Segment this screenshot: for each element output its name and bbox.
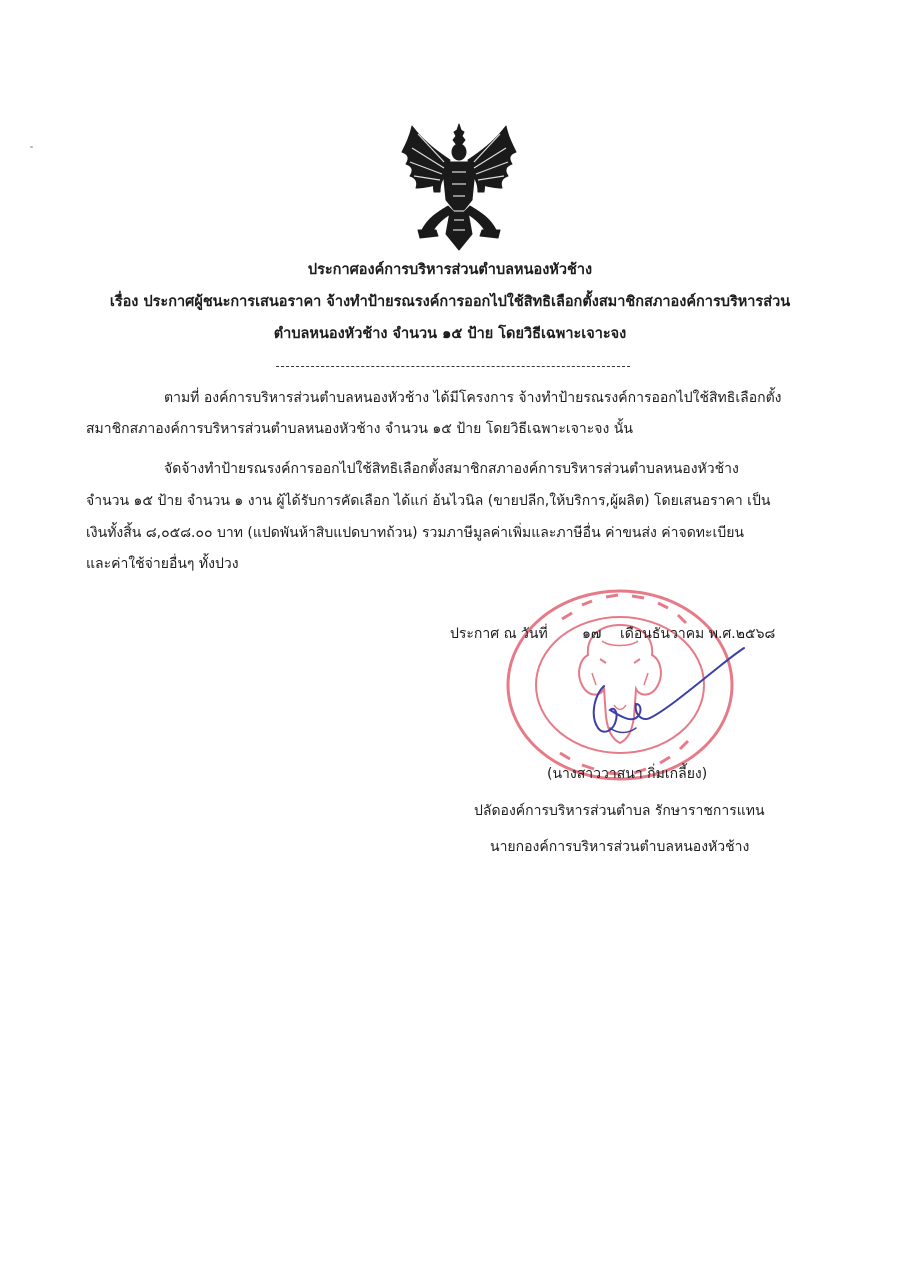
date-day: ๑๗	[582, 626, 602, 642]
paragraph-1-line-1: ตามที่ องค์การบริหารส่วนตำบลหนองหัวช้าง ได้มีโครงการ จ้างทำป้ายรณรงค์การออกไปใช้สิทธิเลือกตั้ง	[164, 390, 782, 406]
paragraph-2-line-2: จำนวน ๑๕ ป้าย จำนวน ๑ งาน ผู้ได้รับการคัดเลือก ได้แก่ อ้นไวนิล (ขายปลีก,ให้บริการ,ผู้ผลิต) โดยเสนอราคา เป็น	[86, 493, 771, 509]
signatory-position-line-2: นายกองค์การบริหารส่วนตำบลหนองหัวช้าง	[490, 839, 750, 855]
signatory-name: (นางสาววาสนา กิ่มเกลี้ยง)	[547, 766, 708, 782]
subject-line-1: เรื่อง ประกาศผู้ชนะการเสนอราคา จ้างทำป้ายรณรงค์การออกไปใช้สิทธิเลือกตั้งสมาชิกสภาองค์การบริหารส่วน	[109, 294, 791, 310]
handwritten-signature	[570, 630, 750, 750]
date-prefix: ประกาศ ณ วันที่	[450, 626, 548, 642]
paragraph-2-line-1: จัดจ้างทำป้ายรณรงค์การออกไปใช้สิทธิเลือกตั้งสมาชิกสภาองค์การบริหารส่วนตำบลหนองหัวช้าง	[164, 461, 739, 477]
signatory-position-line-1: ปลัดองค์การบริหารส่วนตำบล รักษาราชการแทน	[474, 803, 765, 819]
paragraph-2-line-3: เงินทั้งสิ้น ๘,๐๕๘.๐๐ บาท (แปดพันห้าสิบแปดบาทถ้วน) รวมภาษีมูลค่าเพิ่มและภาษีอื่น ค่าขนส่ง ค่าจดทะเบียน	[86, 525, 744, 541]
garuda-emblem-icon	[398, 122, 520, 252]
date-month-year: เดือนธันวาคม พ.ศ.๒๕๖๘	[620, 626, 776, 642]
announcement-title: ประกาศองค์การบริหารส่วนตำบลหนองหัวช้าง	[307, 262, 593, 278]
paragraph-1-line-2: สมาชิกสภาองค์การบริหารส่วนตำบลหนองหัวช้าง จำนวน ๑๕ ป้าย โดยวิธีเฉพาะเจาะจง นั้น	[86, 421, 633, 437]
paragraph-2-line-4: และค่าใช้จ่ายอื่นๆ ทั้งปวง	[86, 556, 239, 572]
heading-divider	[276, 366, 630, 367]
scan-speck	[30, 146, 33, 148]
subject-line-2: ตำบลหนองหัวช้าง จำนวน ๑๕ ป้าย โดยวิธีเฉพาะเจาะจง	[273, 326, 627, 342]
